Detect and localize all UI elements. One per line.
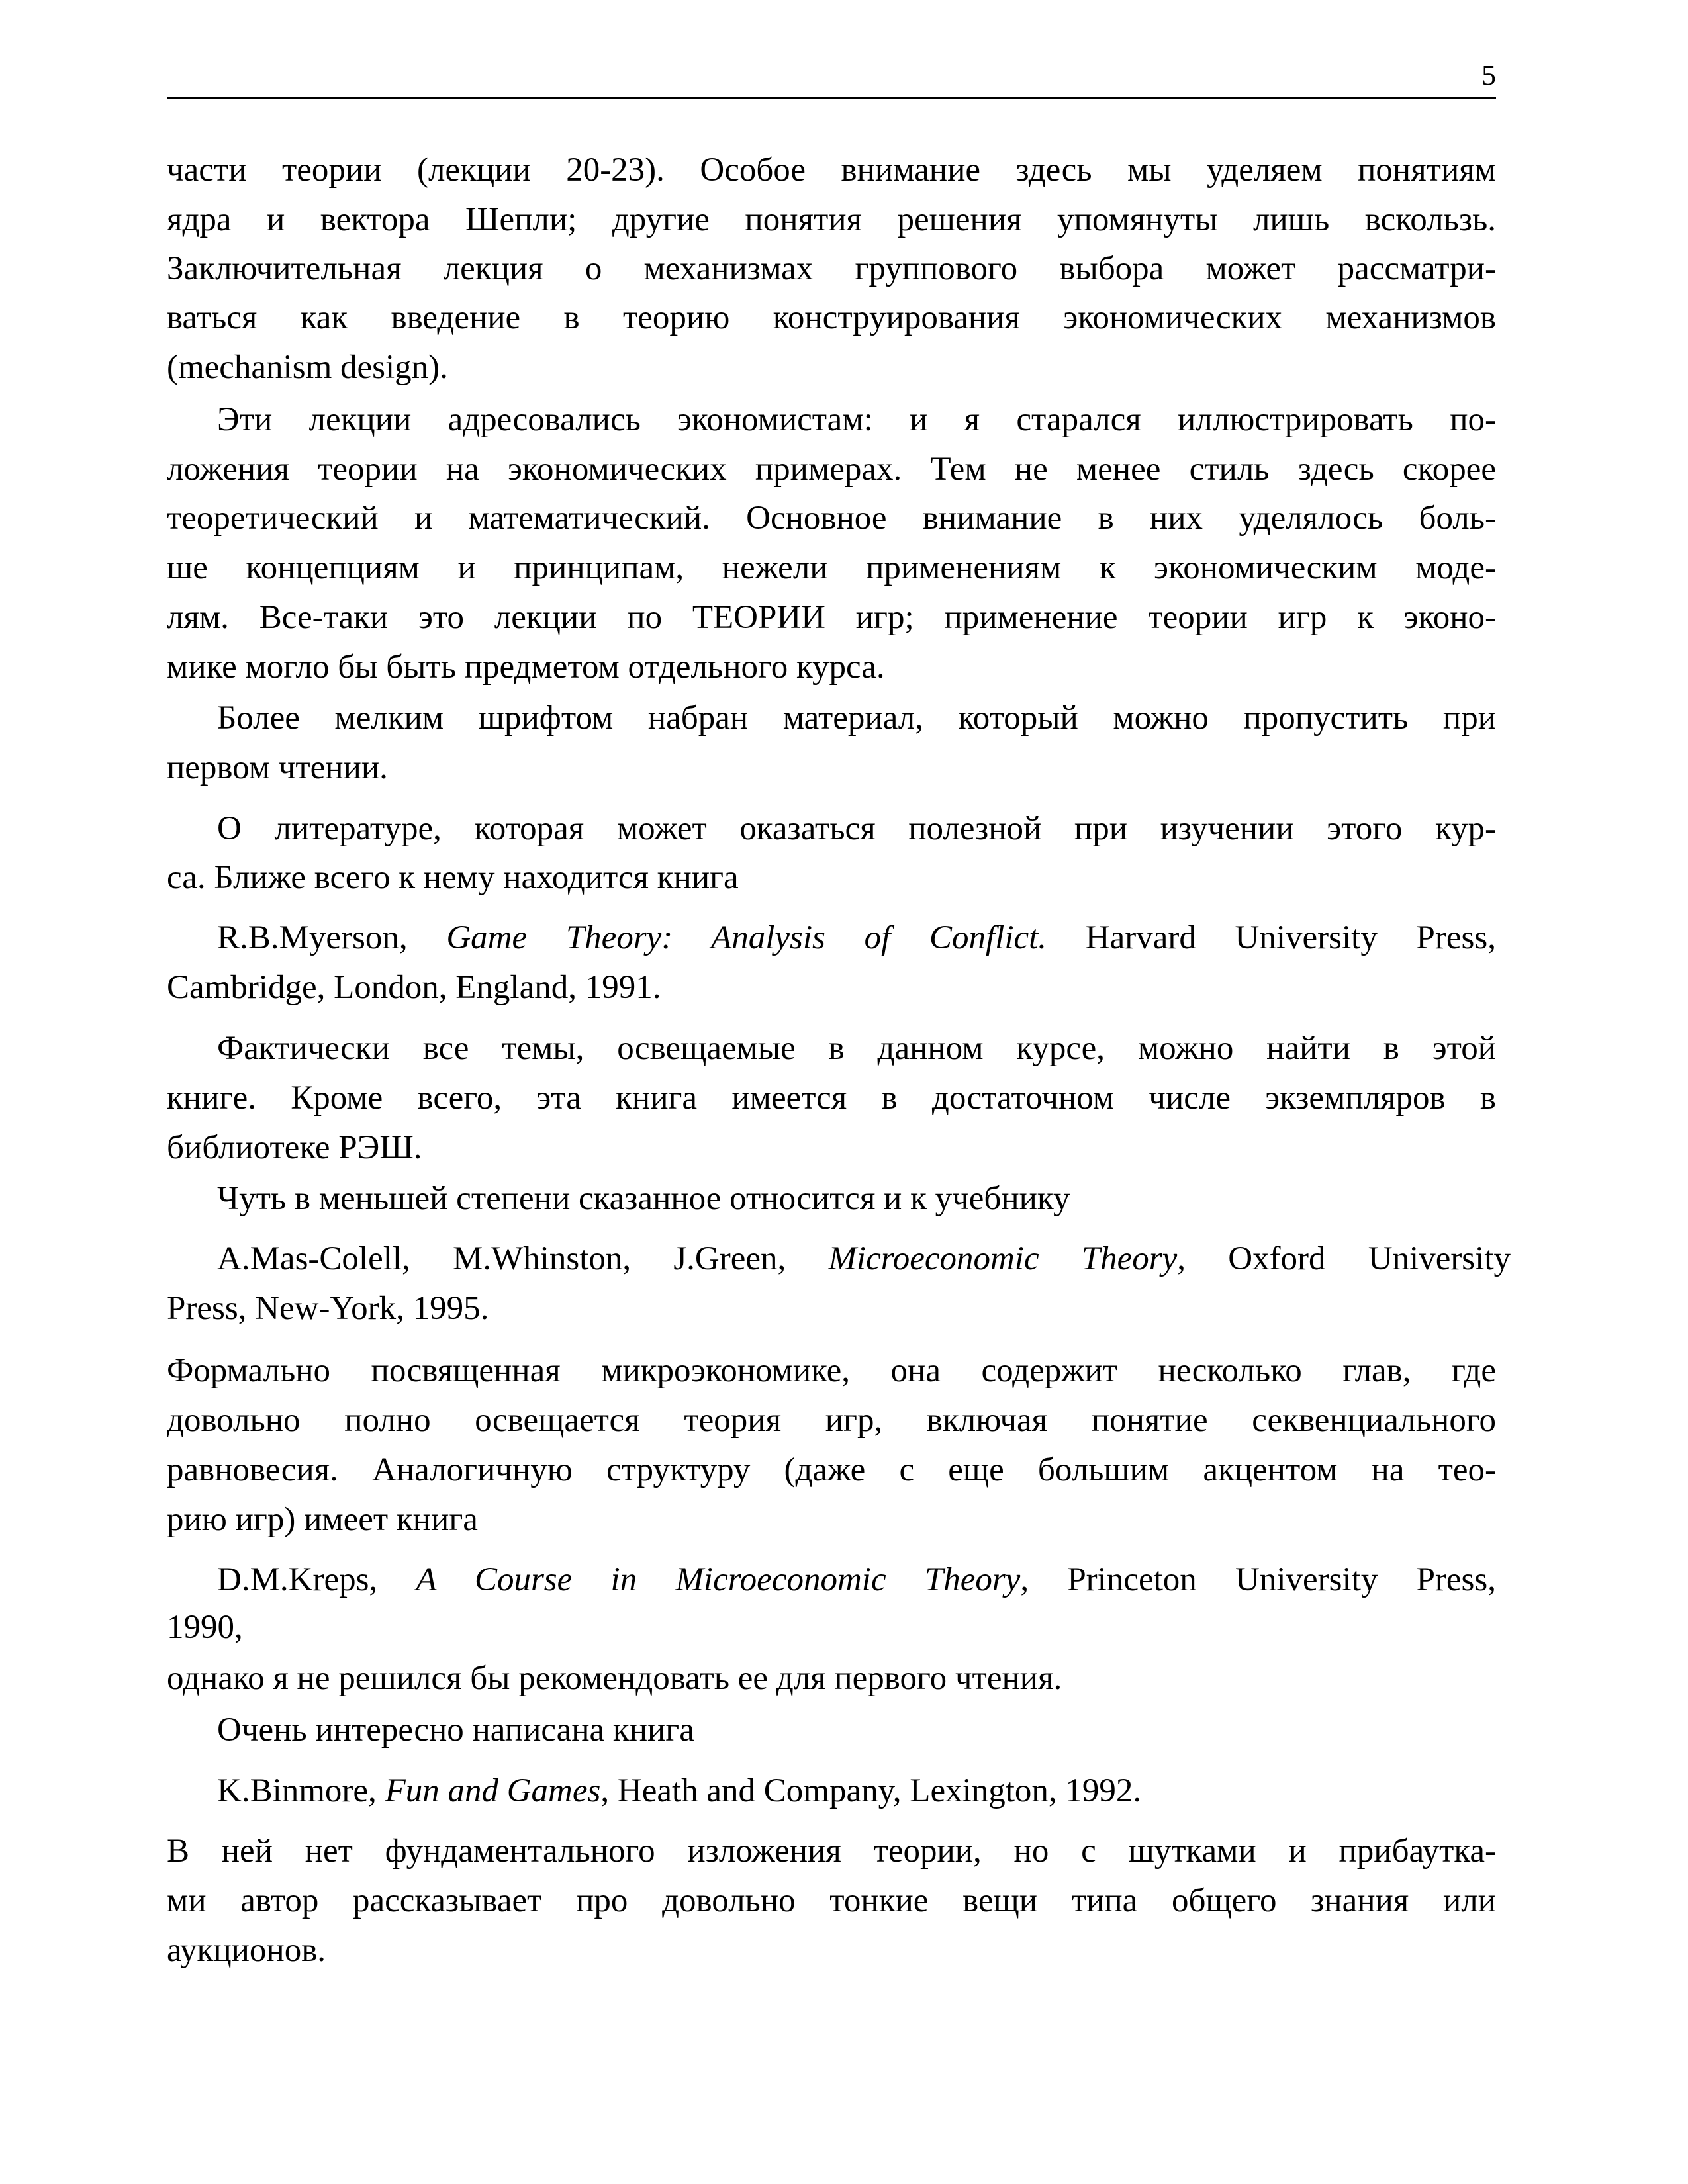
text-segment: са. Ближе всего к нему находится книга bbox=[167, 859, 739, 896]
text-segment: Более мелким шрифтом набран материал, который можно пропустить при bbox=[217, 700, 1496, 737]
text-segment: Фактически все темы, освещаемые в данном курсе, можно найти в этой bbox=[217, 1030, 1496, 1067]
text-segment: K.Binmore, bbox=[217, 1772, 385, 1809]
text-line bbox=[167, 548, 1496, 598]
italic-title: A Course in Microeconomic Theory bbox=[416, 1561, 1021, 1598]
header-rule bbox=[167, 97, 1496, 99]
text-line bbox=[167, 1831, 1496, 1881]
text-line bbox=[167, 150, 1496, 200]
text-line bbox=[167, 498, 1496, 548]
text-line bbox=[167, 968, 1496, 1017]
page-number: 5 bbox=[1481, 59, 1496, 91]
text-line bbox=[217, 1028, 1496, 1078]
text-segment: Чуть в меньшей степени сказанное относится и к учебнику bbox=[217, 1180, 1070, 1217]
text-line bbox=[167, 647, 1496, 697]
text-line bbox=[167, 1659, 1496, 1708]
text-segment: части теории (лекции 20-23). Особое внимание здесь мы уделяем понятиям bbox=[167, 152, 1496, 189]
text-line bbox=[217, 918, 1496, 968]
text-segment: Эти лекции адресовались экономистам: и я старался иллюстрировать по- bbox=[217, 401, 1496, 438]
text-segment: лям. Все-таки это лекции по ТЕОРИИ игр; применение теории игр к эконо- bbox=[167, 599, 1496, 636]
text-line bbox=[217, 1179, 1496, 1228]
text-segment: ше концепциям и принципам, нежели применениям к экономическим моде- bbox=[167, 549, 1496, 586]
text-segment: В ней нет фундаментального изложения теории, но с шутками и прибаутка- bbox=[167, 1833, 1496, 1870]
text-line bbox=[167, 249, 1496, 298]
text-line bbox=[167, 298, 1496, 347]
text-segment: О литературе, которая может оказаться полезной при изучении этого кур- bbox=[217, 810, 1496, 847]
text-line bbox=[167, 1289, 1496, 1338]
text-segment: Очень интересно написана книга bbox=[217, 1711, 694, 1749]
text-line bbox=[167, 1450, 1496, 1500]
text-line bbox=[167, 449, 1496, 499]
text-line bbox=[217, 809, 1496, 858]
text-segment: аукционов. bbox=[167, 1932, 326, 1969]
text-line bbox=[217, 1239, 1511, 1289]
text-line bbox=[217, 400, 1496, 449]
italic-title: Game Theory: Analysis of Conflict. bbox=[446, 919, 1047, 956]
text-segment: A.Mas-Colell, M.Whinston, J.Green, bbox=[217, 1240, 829, 1277]
text-line bbox=[167, 1078, 1496, 1128]
text-segment: библиотеке РЭШ. bbox=[167, 1129, 422, 1166]
text-line bbox=[217, 1560, 1496, 1610]
text-segment: R.B.Myerson, bbox=[217, 919, 447, 956]
text-segment: ваться как введение в теорию конструирования экономических механизмов bbox=[167, 299, 1496, 336]
text-segment: D.M.Kreps, bbox=[217, 1561, 416, 1598]
text-line bbox=[167, 1881, 1496, 1931]
text-line bbox=[167, 1608, 1496, 1657]
text-segment: ложения теории на экономических примерах. Тем не менее стиль здесь скорее bbox=[167, 451, 1496, 488]
text-line bbox=[167, 200, 1496, 250]
text-line bbox=[217, 1710, 1496, 1760]
text-segment: ядра и вектора Шепли; другие понятия решения упомянуты лишь вскользь. bbox=[167, 201, 1496, 238]
italic-title: Microeconomic Theory bbox=[828, 1240, 1178, 1277]
italic-title: Fun and Games bbox=[385, 1772, 601, 1809]
text-line bbox=[217, 1771, 1496, 1821]
text-segment: книге. Кроме всего, эта книга имеется в достаточном числе экземпляров в bbox=[167, 1079, 1496, 1116]
text-segment: , Heath and Company, Lexington, 1992. bbox=[600, 1772, 1142, 1809]
text-segment: Cambridge, London, England, 1991. bbox=[167, 969, 661, 1006]
text-line bbox=[167, 1400, 1496, 1450]
text-line bbox=[217, 698, 1496, 748]
text-line bbox=[167, 748, 1496, 797]
text-line bbox=[167, 858, 1496, 907]
text-line bbox=[167, 1931, 1496, 1980]
text-segment: рию игр) имеет книга bbox=[167, 1501, 478, 1538]
text-segment: однако я не решился бы рекомендовать ее для первого чтения. bbox=[167, 1660, 1062, 1697]
text-segment: ми автор рассказывает про довольно тонкие вещи типа общего знания или bbox=[167, 1882, 1496, 1919]
text-segment: Press, New-York, 1995. bbox=[167, 1290, 489, 1327]
text-line bbox=[167, 1128, 1496, 1177]
text-segment: теоретический и математический. Основное внимание в них уделялось боль- bbox=[167, 500, 1496, 537]
text-line bbox=[167, 1351, 1496, 1400]
text-segment: довольно полно освещается теория игр, включая понятие секвенциального bbox=[167, 1402, 1496, 1439]
text-segment: 1990, bbox=[167, 1609, 243, 1646]
text-segment: мике могло бы быть предметом отдельного курса. bbox=[167, 649, 885, 686]
text-line bbox=[167, 1500, 1496, 1549]
text-line bbox=[167, 598, 1496, 647]
text-segment: (mechanism design). bbox=[167, 349, 448, 386]
text-line bbox=[167, 347, 1496, 397]
text-segment: Заключительная лекция о механизмах группового выбора может рассматри- bbox=[167, 250, 1496, 287]
text-segment: Формально посвященная микроэкономике, она содержит несколько глав, где bbox=[167, 1352, 1496, 1389]
text-segment: , Oxford University bbox=[1177, 1240, 1511, 1277]
text-segment: Harvard University Press, bbox=[1047, 919, 1496, 956]
text-segment: первом чтении. bbox=[167, 749, 388, 786]
text-segment: , Princeton University Press, bbox=[1020, 1561, 1496, 1598]
text-segment: равновесия. Аналогичную структуру (даже с еще большим акцентом на тео- bbox=[167, 1451, 1496, 1488]
